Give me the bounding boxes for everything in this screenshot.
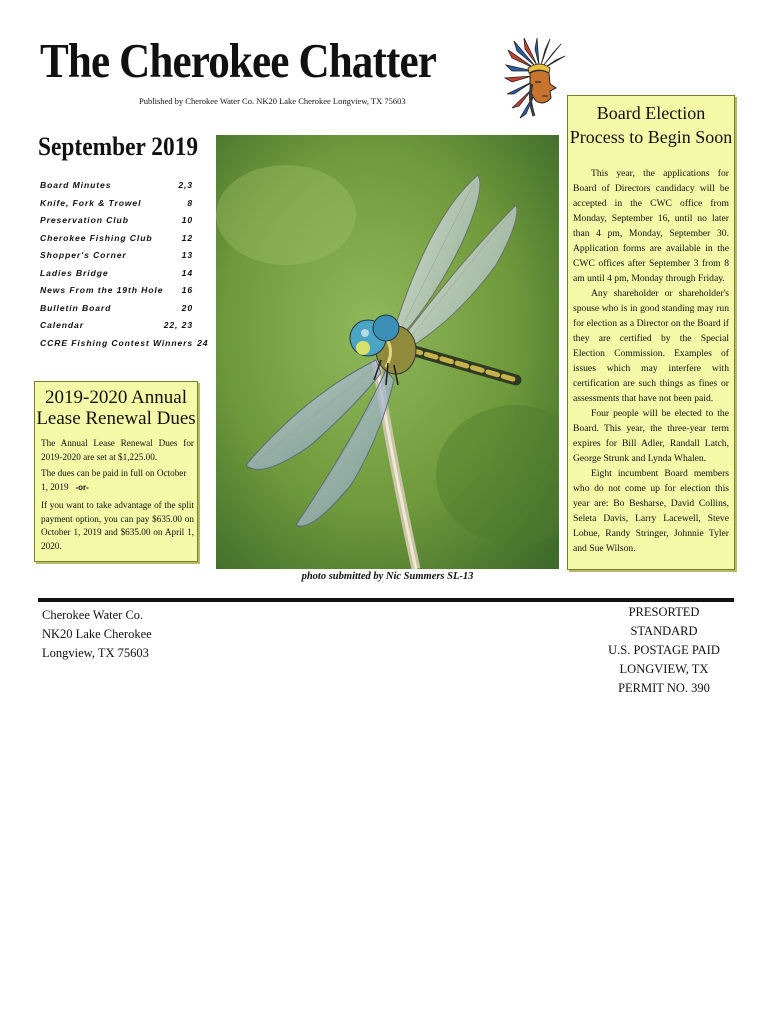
issue-date: September 2019 xyxy=(38,132,199,161)
toc-item xyxy=(40,265,197,283)
postage-line: LONGVIEW, TX xyxy=(619,662,709,676)
toc-page: 8 xyxy=(187,197,193,208)
dragonfly-photo xyxy=(216,135,559,569)
toc-item xyxy=(40,230,197,248)
address-line: Longview, TX 75603 xyxy=(42,646,149,660)
toc-page: 14 xyxy=(181,267,193,278)
toc-label: Bulletin Board xyxy=(40,302,112,313)
cherokee-chief-logo-icon xyxy=(504,38,566,120)
board-election-article xyxy=(567,95,735,570)
toc-page: 20 xyxy=(181,302,193,313)
postage-indicia xyxy=(591,603,737,698)
toc-item xyxy=(40,282,197,300)
article-body xyxy=(573,166,729,556)
toc-item xyxy=(40,300,197,318)
toc-item xyxy=(40,247,197,265)
address-line: Cherokee Water Co. xyxy=(42,608,144,622)
article-paragraph: This year, the applications for Board of Directors candidacy will be accepted in the CWC office from Monday, September 16, until no later than 4 pm, Monday, September 30. Application forms are available in the CWC offices after September 3 from 8 am until 4 pm, Monday through Friday. xyxy=(573,168,729,284)
toc-page: 12 xyxy=(181,232,193,243)
article-paragraph: Any shareholder or shareholder's spouse who is in good standing may run for election as a Director on the Board if they are certified by the Special Election Commission. Examples of issues which may interfere with certification are such things as fines or assessments that have not been paid. xyxy=(573,288,729,404)
dues-box xyxy=(34,381,198,562)
postage-line: U.S. POSTAGE PAID xyxy=(608,643,720,657)
toc-label: Board Minutes xyxy=(40,180,112,190)
publisher-line: Published by Cherokee Water Co. NK20 Lake Cherokee Longview, TX 75603 xyxy=(139,96,406,106)
toc-label: Ladies Bridge xyxy=(40,267,109,278)
photo-caption: photo submitted by Nic Summers SL-13 xyxy=(301,571,474,582)
table-of-contents xyxy=(40,177,209,352)
article-paragraph: Four people will be elected to the Board. This year, the three-year term expires for Bill Adler, Randall Latch, George Strunk and Lynda Whalen. xyxy=(573,408,729,464)
toc-label: CCRE Fishing Contest Winners xyxy=(40,337,194,348)
dues-title: 2019-2020 Annual Lease Renewal Dues xyxy=(36,387,196,429)
toc-page: 22, 23 xyxy=(163,320,193,330)
dues-paragraph-text: The dues can be paid in full on October 1, 2019 xyxy=(41,468,187,492)
toc-label: Preservation Club xyxy=(40,215,129,225)
newsletter-title: The Cherokee Chatter xyxy=(40,33,436,88)
toc-page: 2,3 xyxy=(178,180,193,190)
toc-page: 13 xyxy=(181,250,193,260)
address-line: NK20 Lake Cherokee xyxy=(42,627,152,641)
dues-or-label: -or- xyxy=(75,482,89,492)
toc-item xyxy=(40,317,197,335)
toc-label: Calendar xyxy=(40,320,84,330)
toc-page: 16 xyxy=(181,285,193,295)
article-paragraph: Eight incumbent Board members who do not come up for election this year are: Bo Besharse, David Collins, Seleta Davis, Larry Lacewell, Steve Lobue, Randy Stringer, Johnnie Tyler and Sue Wilson. xyxy=(573,468,729,554)
article-title: Board Election Process to Begin Soon xyxy=(569,103,733,147)
toc-item xyxy=(40,195,197,213)
toc-page: 24 xyxy=(197,337,209,348)
dues-paragraph xyxy=(41,467,194,494)
return-address xyxy=(42,606,152,663)
dragonfly-icon xyxy=(216,135,559,569)
toc-item xyxy=(40,177,197,195)
mailing-section-divider xyxy=(38,598,734,602)
dues-paragraph: The Annual Lease Renewal Dues for 2019-2020 are set at $1,225.00. xyxy=(41,438,194,462)
toc-item xyxy=(40,212,197,230)
toc-label: News From the 19th Hole xyxy=(40,285,164,295)
toc-page: 10 xyxy=(181,215,193,225)
postage-line: PRESORTED xyxy=(628,605,700,619)
toc-item xyxy=(40,335,209,353)
dues-paragraph: If you want to take advantage of the split payment option, you can pay $635.00 on October 1, 2019 and $635.00 on April 1, 2020. xyxy=(41,500,194,551)
toc-label: Shopper's Corner xyxy=(40,250,127,260)
toc-label: Cherokee Fishing Club xyxy=(40,232,153,243)
toc-label: Knife, Fork & Trowel xyxy=(40,197,142,208)
postage-line: STANDARD xyxy=(630,624,698,638)
postage-line: PERMIT NO. 390 xyxy=(618,681,710,695)
